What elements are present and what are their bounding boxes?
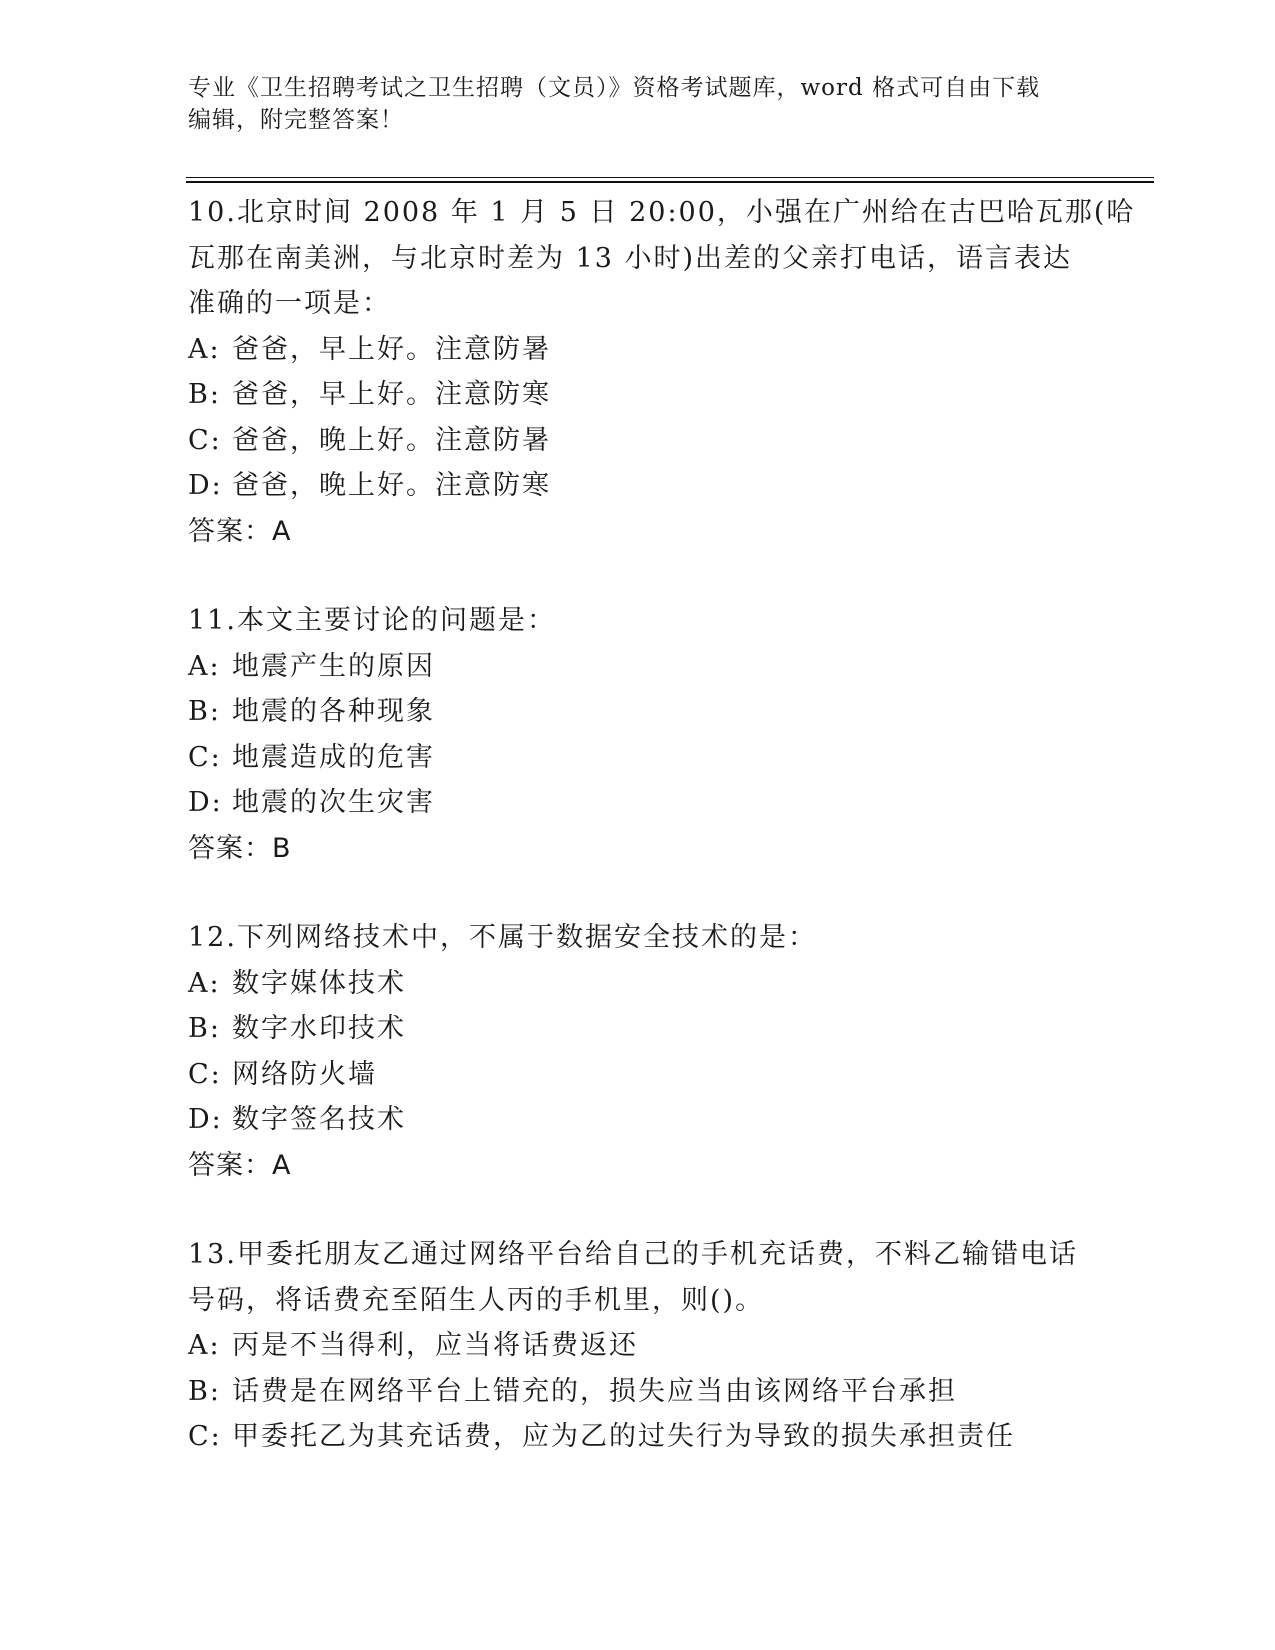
option-label: B:	[188, 696, 221, 727]
option-text: 数字水印技术	[232, 1013, 406, 1044]
question-stem-line: 10.北京时间 2008 年 1 月 5 日 20:00，小强在广州给在古巴哈瓦那(哈	[188, 197, 1136, 228]
header-divider-thin	[186, 177, 1154, 178]
option-label: C:	[188, 1421, 222, 1452]
option-b	[188, 1006, 1088, 1052]
option-label: C:	[188, 741, 222, 773]
option-text: 甲委托乙为其充话费，应为乙的过失行为导致的损失承担责任	[232, 1421, 1015, 1452]
option-label: A:	[188, 650, 221, 682]
question-11	[188, 598, 1088, 871]
header-divider-thick	[186, 181, 1154, 183]
option-text: 数字签名技术	[232, 1104, 406, 1135]
option-d	[188, 1097, 1088, 1143]
option-c	[188, 418, 1088, 464]
option-c	[188, 1052, 1088, 1098]
question-list	[188, 190, 1136, 1504]
option-a	[188, 327, 1088, 373]
option-c	[188, 1414, 1088, 1460]
option-label: D:	[188, 1104, 223, 1135]
question-stem-line: 准确的一项是：	[188, 288, 391, 319]
option-label: A:	[188, 967, 221, 999]
option-label: D:	[188, 787, 223, 818]
option-label: B:	[188, 1375, 221, 1407]
option-label: C:	[188, 1058, 222, 1090]
option-text: 丙是不当得利，应当将话费返还	[232, 1330, 638, 1361]
question-stem-line: 瓦那在南美洲，与北京时差为 13 小时)出差的父亲打电话，语言表达	[188, 242, 1073, 274]
option-text: 数字媒体技术	[232, 967, 406, 999]
question-stem-line: 12.下列网络技术中，不属于数据安全技术的是：	[188, 922, 817, 953]
question-stem-line: 13.甲委托朋友乙通过网络平台给自己的手机充话费，不料乙输错电话	[188, 1239, 1078, 1270]
option-d	[188, 780, 1088, 826]
header-line-1: 专业《卫生招聘考试之卫生招聘（文员）》资格考试题库，word 格式可自由下载	[188, 75, 1041, 101]
option-label: A:	[188, 333, 221, 365]
option-text: 话费是在网络平台上错充的，损失应当由该网络平台承担	[232, 1375, 957, 1407]
option-a	[188, 644, 1088, 690]
question-13	[188, 1232, 1088, 1460]
answer-line: 答案：A	[188, 515, 292, 547]
option-c	[188, 735, 1088, 781]
option-text: 地震的各种现象	[232, 696, 435, 727]
option-text: 地震的次生灾害	[232, 787, 435, 818]
header-line-2: 编辑，附完整答案！	[188, 107, 404, 133]
option-label: B:	[188, 379, 221, 410]
question-stem-line: 11.本文主要讨论的问题是：	[188, 605, 556, 636]
option-b	[188, 1369, 1088, 1415]
option-text: 网络防火墙	[232, 1058, 377, 1090]
option-text: 爸爸，晚上好。注意防暑	[232, 424, 551, 456]
option-text: 地震造成的危害	[232, 741, 435, 773]
answer-line: 答案：A	[188, 1149, 292, 1181]
option-text: 地震产生的原因	[232, 650, 435, 682]
option-label: D:	[188, 470, 223, 501]
question-10	[188, 190, 1136, 554]
option-b	[188, 372, 1088, 418]
option-d	[188, 463, 1088, 509]
option-label: C:	[188, 424, 222, 456]
answer-line: 答案：B	[188, 832, 292, 864]
option-label: A:	[188, 1330, 221, 1361]
option-a	[188, 961, 1088, 1007]
question-stem-line: 号码，将话费充至陌生人丙的手机里，则()。	[188, 1284, 765, 1316]
option-a	[188, 1323, 1088, 1369]
option-text: 爸爸，晚上好。注意防寒	[232, 470, 551, 501]
option-b	[188, 689, 1088, 735]
option-text: 爸爸，早上好。注意防暑	[232, 333, 551, 365]
option-label: B:	[188, 1013, 221, 1044]
option-text: 爸爸，早上好。注意防寒	[232, 379, 551, 410]
document-header	[188, 72, 1088, 136]
question-12	[188, 915, 1088, 1188]
